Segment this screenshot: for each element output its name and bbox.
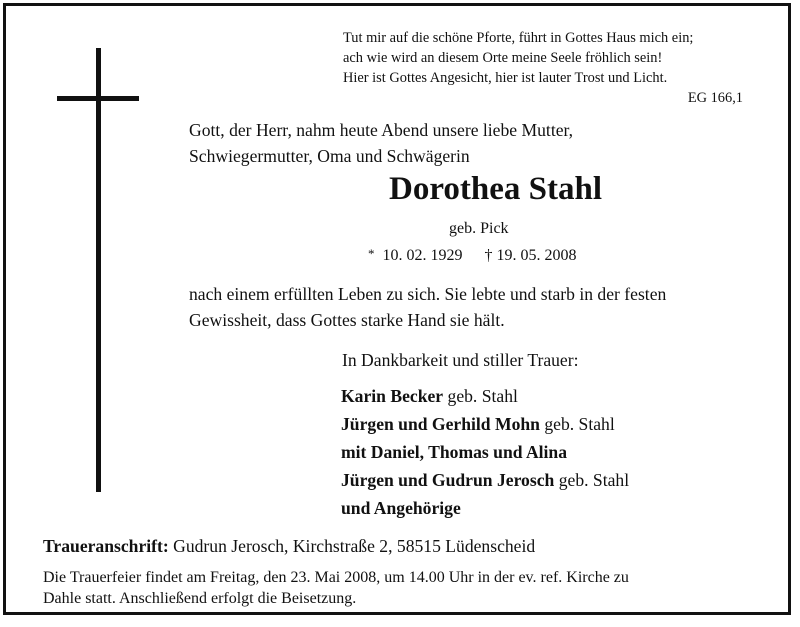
- mourner-suffix: geb. Stahl: [554, 470, 630, 490]
- service-line: Die Trauerfeier findet am Freitag, den 23. Mai 2008, um 14.00 Uhr in der ev. ref. Kirche zu: [43, 569, 629, 586]
- body-line: Gewissheit, dass Gottes starke Hand sie hält.: [189, 310, 505, 330]
- mourner-name: Jürgen und Gudrun Jerosch: [341, 470, 555, 490]
- funeral-address: [43, 534, 535, 558]
- life-dates: [368, 244, 577, 266]
- gratitude-line: In Dankbarkeit und stiller Trauer:: [342, 350, 579, 370]
- intro-line: Schwiegermutter, Oma und Schwägerin: [189, 146, 470, 166]
- address-label: Traueranschrift:: [43, 536, 169, 556]
- intro-line: Gott, der Herr, nahm heute Abend unsere liebe Mutter,: [189, 120, 574, 140]
- mourner-name: Karin Becker: [341, 386, 444, 406]
- death-date: 19. 05. 2008: [496, 247, 577, 264]
- mourner-suffix: geb. Stahl: [539, 414, 615, 434]
- mourner-entry: [341, 382, 629, 410]
- mourner-entry: [341, 438, 629, 466]
- body-line: nach einem erfüllten Leben zu sich. Sie lebte und starb in der festen: [189, 284, 667, 304]
- cross-icon-crossbar: [57, 96, 139, 101]
- body-text: [189, 281, 666, 333]
- mourner-entry: [341, 494, 629, 522]
- service-line: Dahle statt. Anschließend erfolgt die Beisetzung.: [43, 590, 357, 607]
- birth-date: 10. 02. 1929: [382, 247, 463, 264]
- birth-name: geb. Pick: [449, 220, 509, 237]
- mourner-name: und Angehörige: [341, 498, 461, 518]
- mourner-entry: [341, 410, 629, 438]
- address-value: Gudrun Jerosch, Kirchstraße 2, 58515 Lüdenscheid: [168, 536, 536, 556]
- verse-line: Hier ist Gottes Angesicht, hier ist lauter Trost und Licht.: [343, 70, 668, 86]
- deceased-name: Dorothea Stahl: [389, 171, 602, 207]
- mourner-entry: [341, 466, 629, 494]
- death-symbol: †: [484, 247, 493, 264]
- verse-line: Tut mir auf die schöne Pforte, führt in Gottes Haus mich ein;: [343, 30, 694, 46]
- service-info: [43, 567, 629, 609]
- cross-icon: [96, 48, 101, 492]
- verse-reference: EG 166,1: [687, 90, 743, 106]
- verse-line: ach wie wird an diesem Orte meine Seele fröhlich sein!: [343, 50, 663, 66]
- mourner-name: mit Daniel, Thomas und Alina: [341, 442, 568, 462]
- intro-text: [189, 117, 573, 169]
- hymn-verse: [343, 28, 763, 108]
- mourners-list: [341, 382, 629, 522]
- mourner-suffix: geb. Stahl: [443, 386, 518, 406]
- birth-symbol: *: [368, 246, 375, 261]
- obituary-notice: [3, 3, 791, 615]
- mourner-name: Jürgen und Gerhild Mohn: [341, 414, 540, 434]
